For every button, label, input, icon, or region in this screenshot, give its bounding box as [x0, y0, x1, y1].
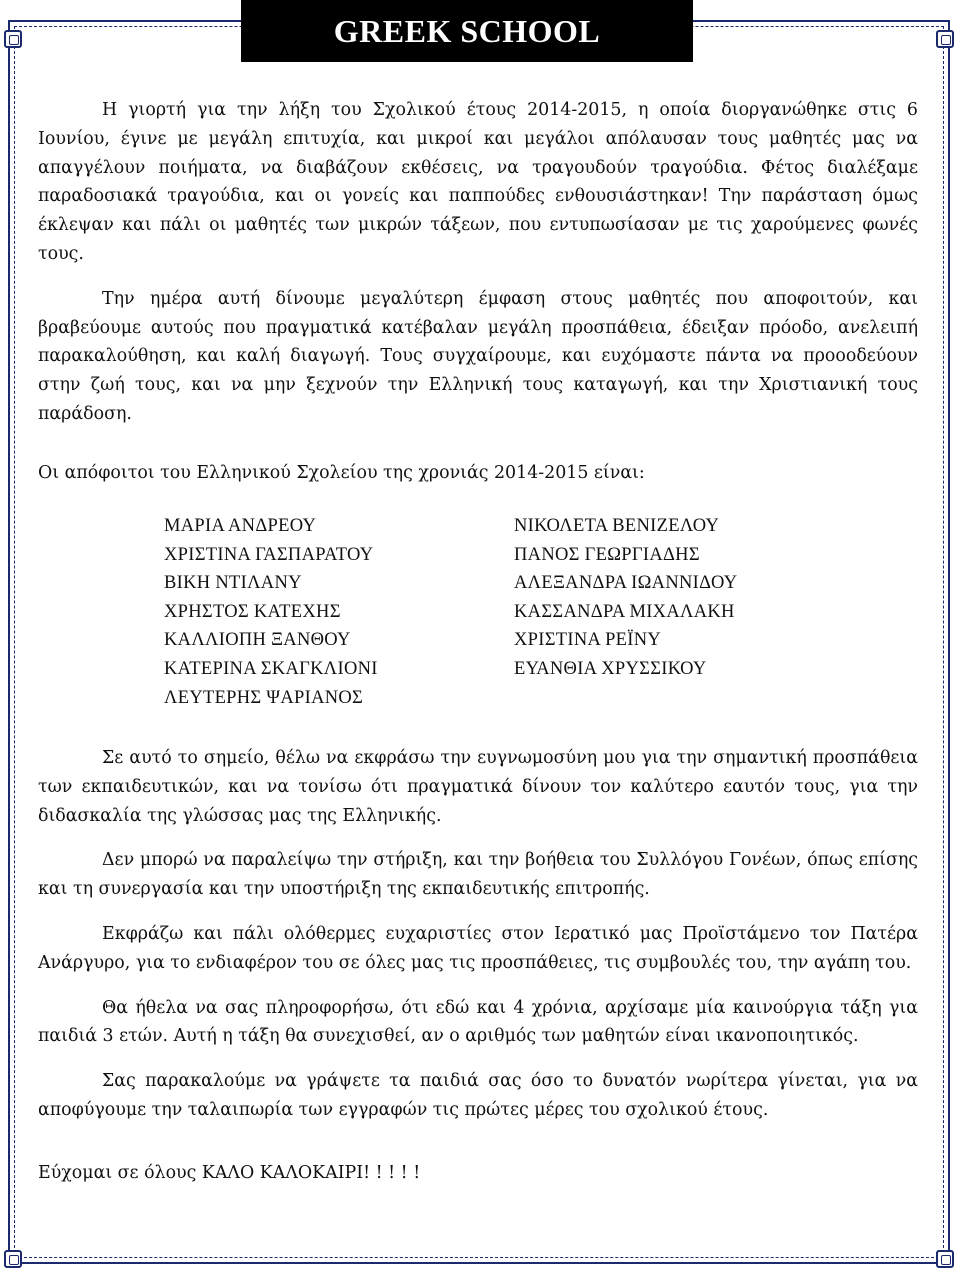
paragraph-teachers-thanks: Σε αυτό το σημείο, θέλω να εκφράσω την ευγνωμοσύνη μου για την σημαντική προσπάθεια των εκπαιδευτικών, και να τονίσω ότι πραγματικά δίνουν τον καλύτερο εαυτόν τους, για την διδασκαλία της γλώσσας μας της Ελληνικής.: [38, 748, 918, 826]
document-body-lower: [38, 744, 918, 1188]
graduate-name: ΚΑΣΣΑΝΔΡΑ ΜΙΧΑΛΑΚΗ: [514, 601, 735, 622]
graduates-row: [164, 541, 824, 570]
graduate-name: ΧΡΙΣΤΙΝΑ ΓΑΣΠΑΡΑΤΟΥ: [164, 544, 374, 565]
page-title: GREEK SCHOOL: [333, 12, 601, 49]
graduates-list: [164, 512, 824, 712]
graduate-name: ΝΙΚΟΛΕΤΑ ΒΕΝΙΖΕΛΟΥ: [514, 516, 720, 536]
graduates-row: [164, 569, 824, 598]
paragraph-graduates-intro: Οι απόφοιτοι του Ελληνικού Σχολείου της χρονιάς 2014-2015 είναι:: [38, 462, 645, 483]
graduates-row: [164, 684, 824, 713]
corner-ornament-bottom-right: [936, 1250, 954, 1268]
graduate-name: ΧΡΗΣΤΟΣ ΚΑΤΕΧΗΣ: [164, 601, 341, 622]
graduate-name: ΧΡΙΣΤΙΝΑ ΡΕΪΝΥ: [514, 630, 662, 651]
graduate-name: ΠΑΝΟΣ ΓΕΩΡΓΙΑΔΗΣ: [514, 544, 700, 565]
corner-ornament-bottom-left: [4, 1250, 22, 1268]
corner-ornament-top-right: [936, 30, 954, 48]
graduate-name: [514, 684, 824, 713]
document-body: [38, 96, 918, 488]
graduate-name: ΚΑΛΛΙΟΠΗ ΞΑΝΘΟΥ: [164, 630, 351, 651]
graduate-name: ΒΙΚΗ ΝΤΙΛΑΝΥ: [164, 573, 302, 594]
graduate-name: ΛΕΥΤΕΡΗΣ ΨΑΡΙΑΝΟΣ: [164, 687, 364, 708]
paragraph-parents-thanks: Δεν μπορώ να παραλείψω την στήριξη, και την βοήθεια του Συλλόγου Γονέων, όπως επίσης και τη συνεργασία και την υποστήριξη της εκπαιδευτικής επιτροπής.: [38, 850, 918, 900]
corner-ornament-top-left: [4, 30, 22, 48]
paragraph-registration: Σας παρακαλούμε να γράψετε τα παιδιά σας όσο το δυνατόν νωρίτερα γίνεται, για να αποφύγουμε την ταλαιπωρία των εγγραφών τις πρώτες μέρες του σχολικού έτους.: [38, 1071, 918, 1120]
graduate-name: ΜΑΡΙΑ ΑΝΔΡΕΟΥ: [164, 516, 317, 536]
paragraph-priest-thanks: Εκφράζω και πάλι ολόθερμες ευχαριστίες στον Ιερατικό μας Προϊστάμενο τον Πατέρα Ανάργυρο, για το ενδιαφέρον του σε όλες μας τις προσπάθειες, τις συμβουλές του, την αγάπη του.: [38, 923, 918, 973]
graduates-row: [164, 626, 824, 655]
paragraph-summer-wish: Εύχομαι σε όλους ΚΑΛΟ ΚΑΛΟΚΑΙΡΙ! ! ! ! !: [38, 1162, 421, 1183]
graduate-name: ΕΥΑΝΘΙΑ ΧΡΥΣΣΙΚΟΥ: [514, 658, 707, 679]
graduate-name: ΑΛΕΞΑΝΔΡΑ ΙΩΑΝΝΙΔΟΥ: [514, 573, 738, 594]
paragraph-celebration: Η γιορτή για την λήξη του Σχολικού έτους 2014-2015, η οποία διοργανώθηκε στις 6 Ιουνίου, έγινε με μεγάλη επιτυχία, και μικροί και μεγάλοι απόλαυσαν τους μαθητές μας να απαγγέλουν ποιήματα, να διαβάζουν εκθέσεις, να τραγουδούν τραγούδια. Φέτος διαλέξαμε παραδοσιακά τραγούδια, και οι γονείς και παππούδες ενθουσιάστηκαν! Την παράσταση όμως έκλεψαν και πάλι οι μαθητές των μικρών τάξεων, που εντυπωσίασαν με τις χαρούμενες φωνές τους.: [38, 100, 918, 264]
paragraph-new-class: Θα ήθελα να σας πληροφορήσω, ότι εδώ και 4 χρόνια, αρχίσαμε μία καινούργια τάξη για παιδιά 3 ετών. Αυτή η τάξη θα συνεχισθεί, αν ο αριθμός των μαθητών είναι ικανοποιητικός.: [38, 997, 918, 1047]
graduates-row: [164, 512, 824, 541]
title-banner: [241, 0, 693, 62]
paragraph-graduates-honor: Την ημέρα αυτή δίνουμε μεγαλύτερη έμφαση στους μαθητές που αποφοιτούν, και βραβεύουμε αυτούς που πραγματικά κατέβαλαν μεγάλη προσπάθεια, έδειξαν πρόοδο, ανελειπή παρακαλούθηση, και καλή διαγωγή. Τους συγχαίρουμε, και ευχόμαστε πάντα να προοοδεύουν στην ζωή τους, και να μην ξεχνούν την Ελληνική τους καταγωγή, και την Χριστιανική τους παράδοση.: [38, 288, 918, 424]
graduates-row: [164, 655, 824, 684]
graduate-name: ΚΑΤΕΡΙΝΑ ΣΚΑΓΚΛΙΟΝΙ: [164, 658, 378, 679]
graduates-row: [164, 598, 824, 627]
